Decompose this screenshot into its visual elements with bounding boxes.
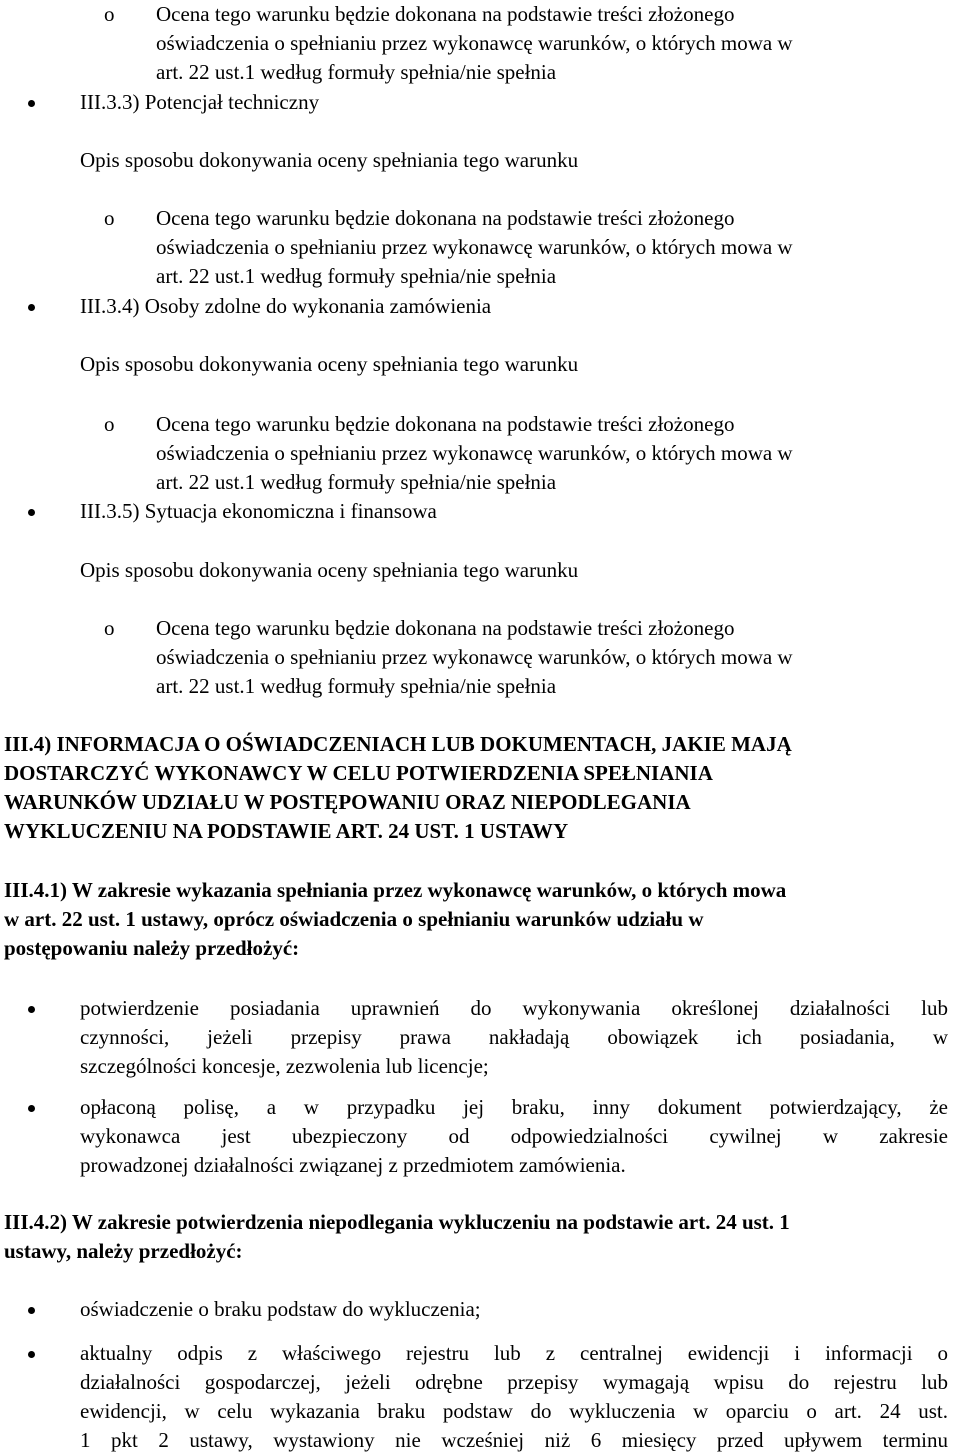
list-item-odpis bbox=[80, 1339, 948, 1455]
sub-bullet-marker: o bbox=[104, 616, 115, 640]
bullet-dot-icon bbox=[28, 509, 35, 516]
heading-line: III.4.1) W zakresie wykazania spełniania przez wykonawcę warunków, o których mowa bbox=[4, 878, 787, 902]
section-label: III.3.3) Potencjał techniczny bbox=[80, 90, 320, 114]
bullet-dot-icon bbox=[28, 1105, 35, 1112]
text-line: działalności gospodarczej, jeżeli odrębne przepisy wymagają wpisu do rejestru lub bbox=[80, 1370, 948, 1394]
text-line: czynności, jeżeli przepisy prawa nakładają obowiązek ich posiadania, w bbox=[80, 1025, 948, 1049]
list-item-polisa bbox=[80, 1093, 948, 1180]
text-line: Ocena tego warunku będzie dokonana na podstawie treści złożonego bbox=[156, 412, 735, 436]
text-line: oświadczenia o spełnianiu przez wykonawcę warunków, o których mowa w bbox=[156, 235, 793, 259]
text-line: art. 22 ust.1 według formuły spełnia/nie spełnia bbox=[156, 60, 557, 84]
text-line: Ocena tego warunku będzie dokonana na podstawie treści złożonego bbox=[156, 2, 735, 26]
sub-item-text bbox=[156, 204, 946, 291]
text-line: Ocena tego warunku będzie dokonana na podstawie treści złożonego bbox=[156, 616, 735, 640]
text-line: art. 22 ust.1 według formuły spełnia/nie spełnia bbox=[156, 674, 557, 698]
heading-III-4 bbox=[4, 730, 960, 846]
text-line: aktualny odpis z właściwego rejestru lub z centralnej ewidencji i informacji o bbox=[80, 1341, 948, 1365]
sub-bullet-marker: o bbox=[104, 412, 115, 436]
bullet-dot-icon bbox=[28, 304, 35, 311]
heading-III-4-2 bbox=[4, 1208, 960, 1266]
list-item-oswiadczenie bbox=[80, 1295, 948, 1324]
heading-III-4-1 bbox=[4, 876, 960, 963]
text-line: art. 22 ust.1 według formuły spełnia/nie spełnia bbox=[156, 470, 557, 494]
heading-line: WYKLUCZENIU NA PODSTAWIE ART. 24 UST. 1 USTAWY bbox=[4, 819, 569, 843]
bullet-dot-icon bbox=[28, 1351, 35, 1358]
heading-line: WARUNKÓW UDZIAŁU W POSTĘPOWANIU ORAZ NIEPODLEGANIA bbox=[4, 790, 691, 814]
heading-line: postępowaniu należy przedłożyć: bbox=[4, 936, 300, 960]
text-line: Ocena tego warunku będzie dokonana na podstawie treści złożonego bbox=[156, 206, 735, 230]
text-line: prowadzonej działalności związanej z przedmiotem zamówienia. bbox=[80, 1153, 626, 1177]
bullet-dot-icon bbox=[28, 1006, 35, 1013]
section-label: III.3.4) Osoby zdolne do wykonania zamówienia bbox=[80, 294, 492, 318]
sub-item-text bbox=[156, 410, 946, 497]
text-line: 1 pkt 2 ustawy, wystawiony nie wcześniej niż 6 miesięcy przed upływem terminu bbox=[80, 1428, 948, 1452]
text-line: oświadczenia o spełnianiu przez wykonawcę warunków, o których mowa w bbox=[156, 31, 793, 55]
section-label: III.3.5) Sytuacja ekonomiczna i finansowa bbox=[80, 499, 437, 523]
bullet-dot-icon bbox=[28, 100, 35, 107]
text-line: opłaconą polisę, a w przypadku jej braku, inny dokument potwierdzający, że bbox=[80, 1095, 948, 1119]
text-line: wykonawca jest ubezpieczony od odpowiedzialności cywilnej w zakresie bbox=[80, 1124, 948, 1148]
sub-item-text bbox=[156, 0, 946, 87]
opis-label: Opis sposobu dokonywania oceny spełniania tego warunku bbox=[80, 558, 579, 582]
heading-line: III.4) INFORMACJA O OŚWIADCZENIACH LUB DOKUMENTACH, JAKIE MAJĄ bbox=[4, 732, 792, 756]
bullet-dot-icon bbox=[28, 1307, 35, 1314]
opis-label: Opis sposobu dokonywania oceny spełniania tego warunku bbox=[80, 148, 579, 172]
heading-line: DOSTARCZYĆ WYKONAWCY W CELU POTWIERDZENIA SPEŁNIANIA bbox=[4, 761, 713, 785]
text-line: oświadczenia o spełnianiu przez wykonawcę warunków, o których mowa w bbox=[156, 645, 793, 669]
text-line: potwierdzenie posiadania uprawnień do wykonywania określonej działalności lub bbox=[80, 996, 948, 1020]
text-line: oświadczenia o spełnianiu przez wykonawcę warunków, o których mowa w bbox=[156, 441, 793, 465]
heading-line: w art. 22 ust. 1 ustawy, oprócz oświadczenia o spełnianiu warunków udziału w bbox=[4, 907, 704, 931]
heading-line: ustawy, należy przedłożyć: bbox=[4, 1239, 243, 1263]
text-line: art. 22 ust.1 według formuły spełnia/nie spełnia bbox=[156, 264, 557, 288]
sub-item-text bbox=[156, 614, 946, 701]
text-line: oświadczenie o braku podstaw do wykluczenia; bbox=[80, 1297, 481, 1321]
text-line: szczególności koncesje, zezwolenia lub licencje; bbox=[80, 1054, 489, 1078]
sub-bullet-marker: o bbox=[104, 2, 115, 26]
list-item-uprawnienia bbox=[80, 994, 948, 1081]
heading-line: III.4.2) W zakresie potwierdzenia niepodlegania wykluczeniu na podstawie art. 24 ust. 1 bbox=[4, 1210, 790, 1234]
opis-label: Opis sposobu dokonywania oceny spełniania tego warunku bbox=[80, 352, 579, 376]
text-line: ewidencji, w celu wykazania braku podstaw do wykluczenia w oparciu o art. 24 ust. bbox=[80, 1399, 948, 1423]
sub-bullet-marker: o bbox=[104, 206, 115, 230]
